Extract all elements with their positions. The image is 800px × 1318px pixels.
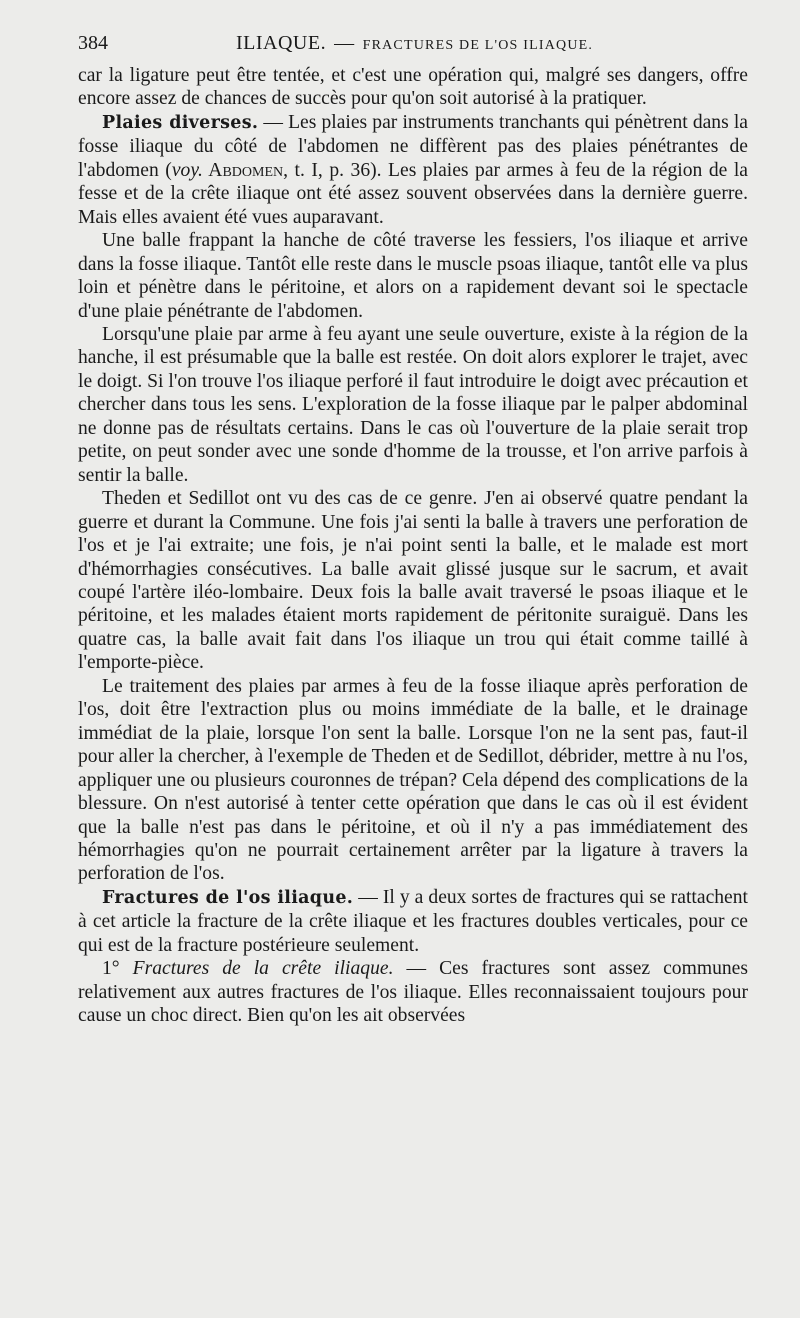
- cross-reference-abdomen: Abdomen,: [202, 159, 289, 181]
- paragraph-fractures-os-iliaque: [78, 886, 748, 957]
- paragraph-plaies-diverses: [78, 111, 748, 229]
- section-heading-fractures: Fractures de l'os iliaque.: [102, 887, 354, 908]
- paragraph-text: Lorsqu'une plaie par arme à feu ayant une seule ouverture, existe à la région de la hanche, il est présumable que la balle est restée. On doit alors explorer le trajet, avec le doigt. Si l'on trouve l'os iliaque perforé il faut introduire le doigt avec précaution et chercher dans tous les sens. L'exploration de la fosse iliaque par le palper abdominal ne donne pas de résultats certains. Dans le cas où l'ouverture de la plaie serait trop petite, on peut sonder avec une sonde d'homme de la trousse, et l'on arrive parfois à sentir la balle.: [78, 323, 748, 486]
- paragraph-exploration: [78, 323, 748, 487]
- running-head-separator: —: [334, 32, 355, 54]
- paragraph-traitement: [78, 675, 748, 886]
- paragraph-text: — Les plaies par instruments tranchants qui pénètrent dans la fosse iliaque du côté de l'abdomen ne diffèrent pas des plaies pénétrantes de l'abdomen (: [78, 111, 748, 181]
- page-header: [78, 32, 748, 60]
- page-body: [78, 64, 748, 1028]
- cross-reference-voy: voy.: [171, 159, 203, 181]
- page-number: 384: [78, 32, 108, 54]
- paragraph-text: car la ligature peut être tentée, et c'est une opération qui, malgré ses dangers, offre encore assez de chances de succès pour qu'on soit autorisé à la pratiquer.: [78, 65, 748, 110]
- section-heading-plaies-diverses: Plaies diverses.: [102, 112, 259, 133]
- subsection-heading-crete-iliaque: Fractures de la crête iliaque.: [119, 958, 394, 980]
- subsection-number: 1°: [102, 958, 120, 980]
- paragraph-theden-sedillot: [78, 487, 748, 675]
- paragraph-text: — Ces fractures sont assez communes relativement aux autres fractures de l'os iliaque. Elles reconnaissaient toujours pour cause un choc direct. Bien qu'on les ait observées: [78, 958, 748, 1027]
- paragraph-text: — Il y a deux sortes de fractures qui se rattachent à cet article la fracture de la crête iliaque et les fractures doubles verticales, pour ce qui est de la fracture postérieure seulement.: [78, 886, 748, 956]
- paragraph-fractures-crete: [78, 957, 748, 1027]
- running-head-sub: FRACTURES DE L'OS ILIAQUE.: [362, 38, 594, 53]
- paragraph-text-after: t. I, p. 36). Les plaies par armes à feu de la région de la fesse et de la crête iliaque ont été assez souvent observées dans la dernière guerre. Mais elles avaient été vues auparavant.: [78, 159, 748, 228]
- paragraph-text: Une balle frappant la hanche de côté traverse les fessiers, l'os iliaque et arrive dans la fosse iliaque. Tantôt elle reste dans le muscle psoas iliaque, tantôt elle va plus loin et pénètre dans le péritoine, et alors on a rapidement devant soi le spectacle d'une plaie pénétrante de l'abdomen.: [78, 230, 748, 322]
- paragraph-text: Le traitement des plaies par armes à feu de la fosse iliaque après perforation de l'os, doit être l'extraction plus ou moins immédiate de la balle, et le drainage immédiat de la plaie, lorsque l'on sent la balle. Lorsque l'on ne la sent pas, faut-il pour aller la chercher, à l'exemple de Theden et de Sedillot, débrider, mettre à nu l'os, appliquer une ou plusieurs couronnes de trépan? Cela dépend des complications de la blessure. On n'est autorisé à tenter cette opération que dans le cas où il est évident que la balle n'est pas dans le péritoine, et où il n'y a pas immédiatement des hémorrhagies qu'on ne pourrait certainement arrêter par la ligature à travers la perforation de l'os.: [78, 675, 748, 885]
- running-head-main: ILIAQUE.: [236, 32, 327, 54]
- running-head: [236, 32, 593, 55]
- paragraph-continuation: [78, 64, 748, 111]
- paragraph-text: Theden et Sedillot ont vu des cas de ce genre. J'en ai observé quatre pendant la guerre et durant la Commune. Une fois j'ai senti la balle à travers une perforation de l'os et je l'ai extraite; une fois, je n'ai point senti la balle, et le malade est mort d'hémorrhagies consécutives. La balle avait glissé jusque sur le sacrum, et avait coupé l'artère iléo-lombaire. Deux fois la balle avait traversé le psoas iliaque et le péritoine, et les malades étaient morts rapidement de péritonite suraiguë. Dans les quatre cas, la balle avait fait dans l'os iliaque un trou qui était comme taillé à l'emporte-pièce.: [78, 488, 748, 674]
- paragraph-balle-hanche: [78, 229, 748, 323]
